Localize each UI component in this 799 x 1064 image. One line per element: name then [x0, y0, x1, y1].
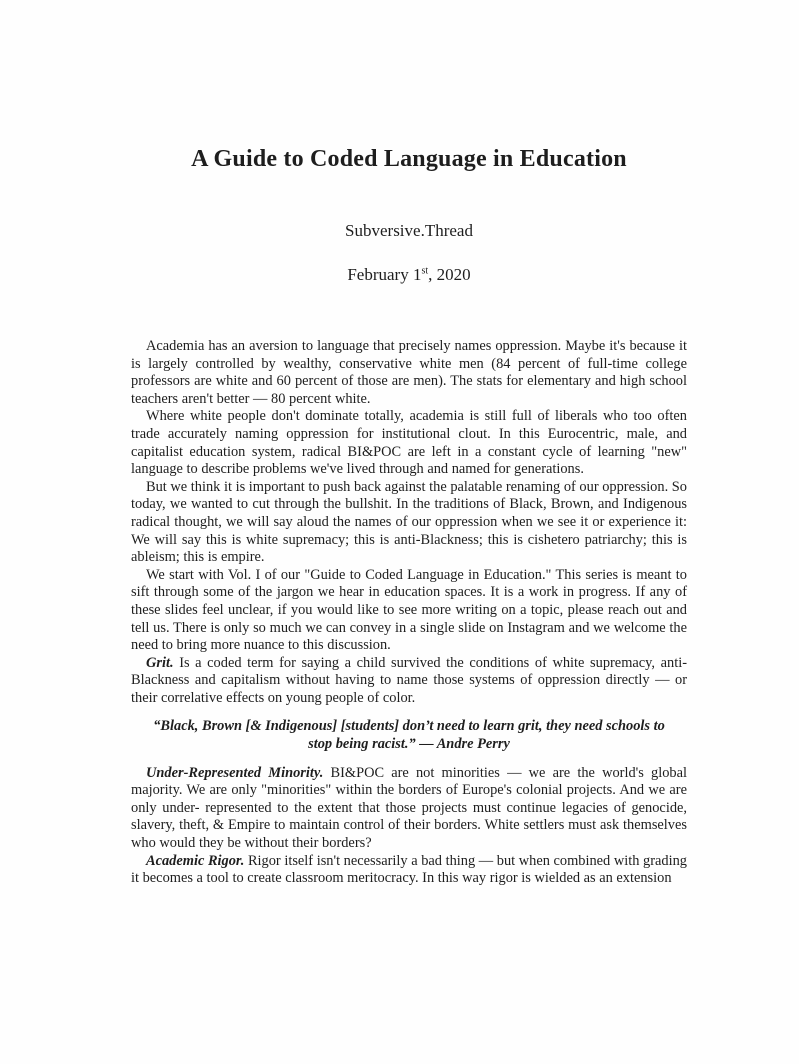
date-ordinal-superscript: st — [421, 265, 429, 277]
document-body — [131, 338, 687, 888]
date-main: February 1 — [347, 265, 422, 284]
term-grit: Grit. — [146, 654, 174, 671]
document-date — [131, 264, 687, 285]
paragraph-academic-rigor-text: Rigor itself isn't necessarily a bad thing — but when combined with grading it becomes a tool to create classroom meritocracy. In this way rigor is wielded as an extension — [131, 852, 687, 887]
paragraph-liberals-clout: Where white people don't dominate totally, academia is still full of liberals who too often trade accurately naming oppression for institutional clout. In this Eurocentric, male, and capitalist education system, radical BI&POC are left in a constant cycle of learning "new" language to describe problems we've lived through and named for generations. — [131, 408, 687, 478]
paragraph-push-back: But we think it is important to push back against the palatable renaming of our oppression. So today, we wanted to cut through the bullshit. In the traditions of Black, Brown, and Indigenous radical thought, we will say aloud the names of our oppression when we see it or experience it: We will say this is white supremacy; this is anti-Blackness; this is cishetero patriarchy; this is ableism; this is empire. — [131, 478, 687, 566]
paragraph-under-represented-minority-text: BI&POC are not minorities — we are the world's global majority. We are only "minorities" within the borders of Europe's colonial projects. And we are only under- represented to the extent that those projects must continue legacies of genocide, slavery, theft, & Empire to maintain control of their borders. White settlers must ask themselves who would they be without their borders? — [131, 764, 688, 852]
term-under-represented-minority: Under-Represented Minority. — [146, 764, 324, 781]
quote-andre-perry: “Black, Brown [& Indigenous] [students] don’t need to learn grit, they need schools to stop being racist.” — Andre Perry — [153, 718, 665, 753]
paragraph-academic-rigor — [131, 853, 687, 888]
paragraph-grit — [131, 655, 687, 708]
document-author: Subversive.Thread — [345, 221, 473, 240]
paragraph-under-represented-minority — [131, 765, 687, 853]
date-year: , 2020 — [428, 265, 471, 284]
paragraph-grit-text: Is a coded term for saying a child survived the conditions of white supremacy, anti-Blackness and capitalism without having to name those systems of oppression directly — or their correlative effects on young people of color. — [131, 654, 687, 706]
document-title: A Guide to Coded Language in Education — [191, 146, 627, 172]
term-academic-rigor: Academic Rigor. — [146, 852, 245, 869]
paragraph-series-intro: We start with Vol. I of our "Guide to Coded Language in Education." This series is meant to sift through some of the jargon we hear in education spaces. It is a work in progress. If any of these slides feel unclear, if you would like to see more writing on a topic, please reach out and tell us. There is only so much we can convey in a single slide on Instagram and we welcome the need to bring more nuance to this discussion. — [131, 566, 687, 654]
paragraph-academia-aversion: Academia has an aversion to language that precisely names oppression. Maybe it's because it is largely controlled by wealthy, conservative white men (84 percent of full-time college professors are white and 60 percent of those are men). The stats for elementary and high school teachers aren't better — 80 percent white. — [131, 338, 687, 407]
